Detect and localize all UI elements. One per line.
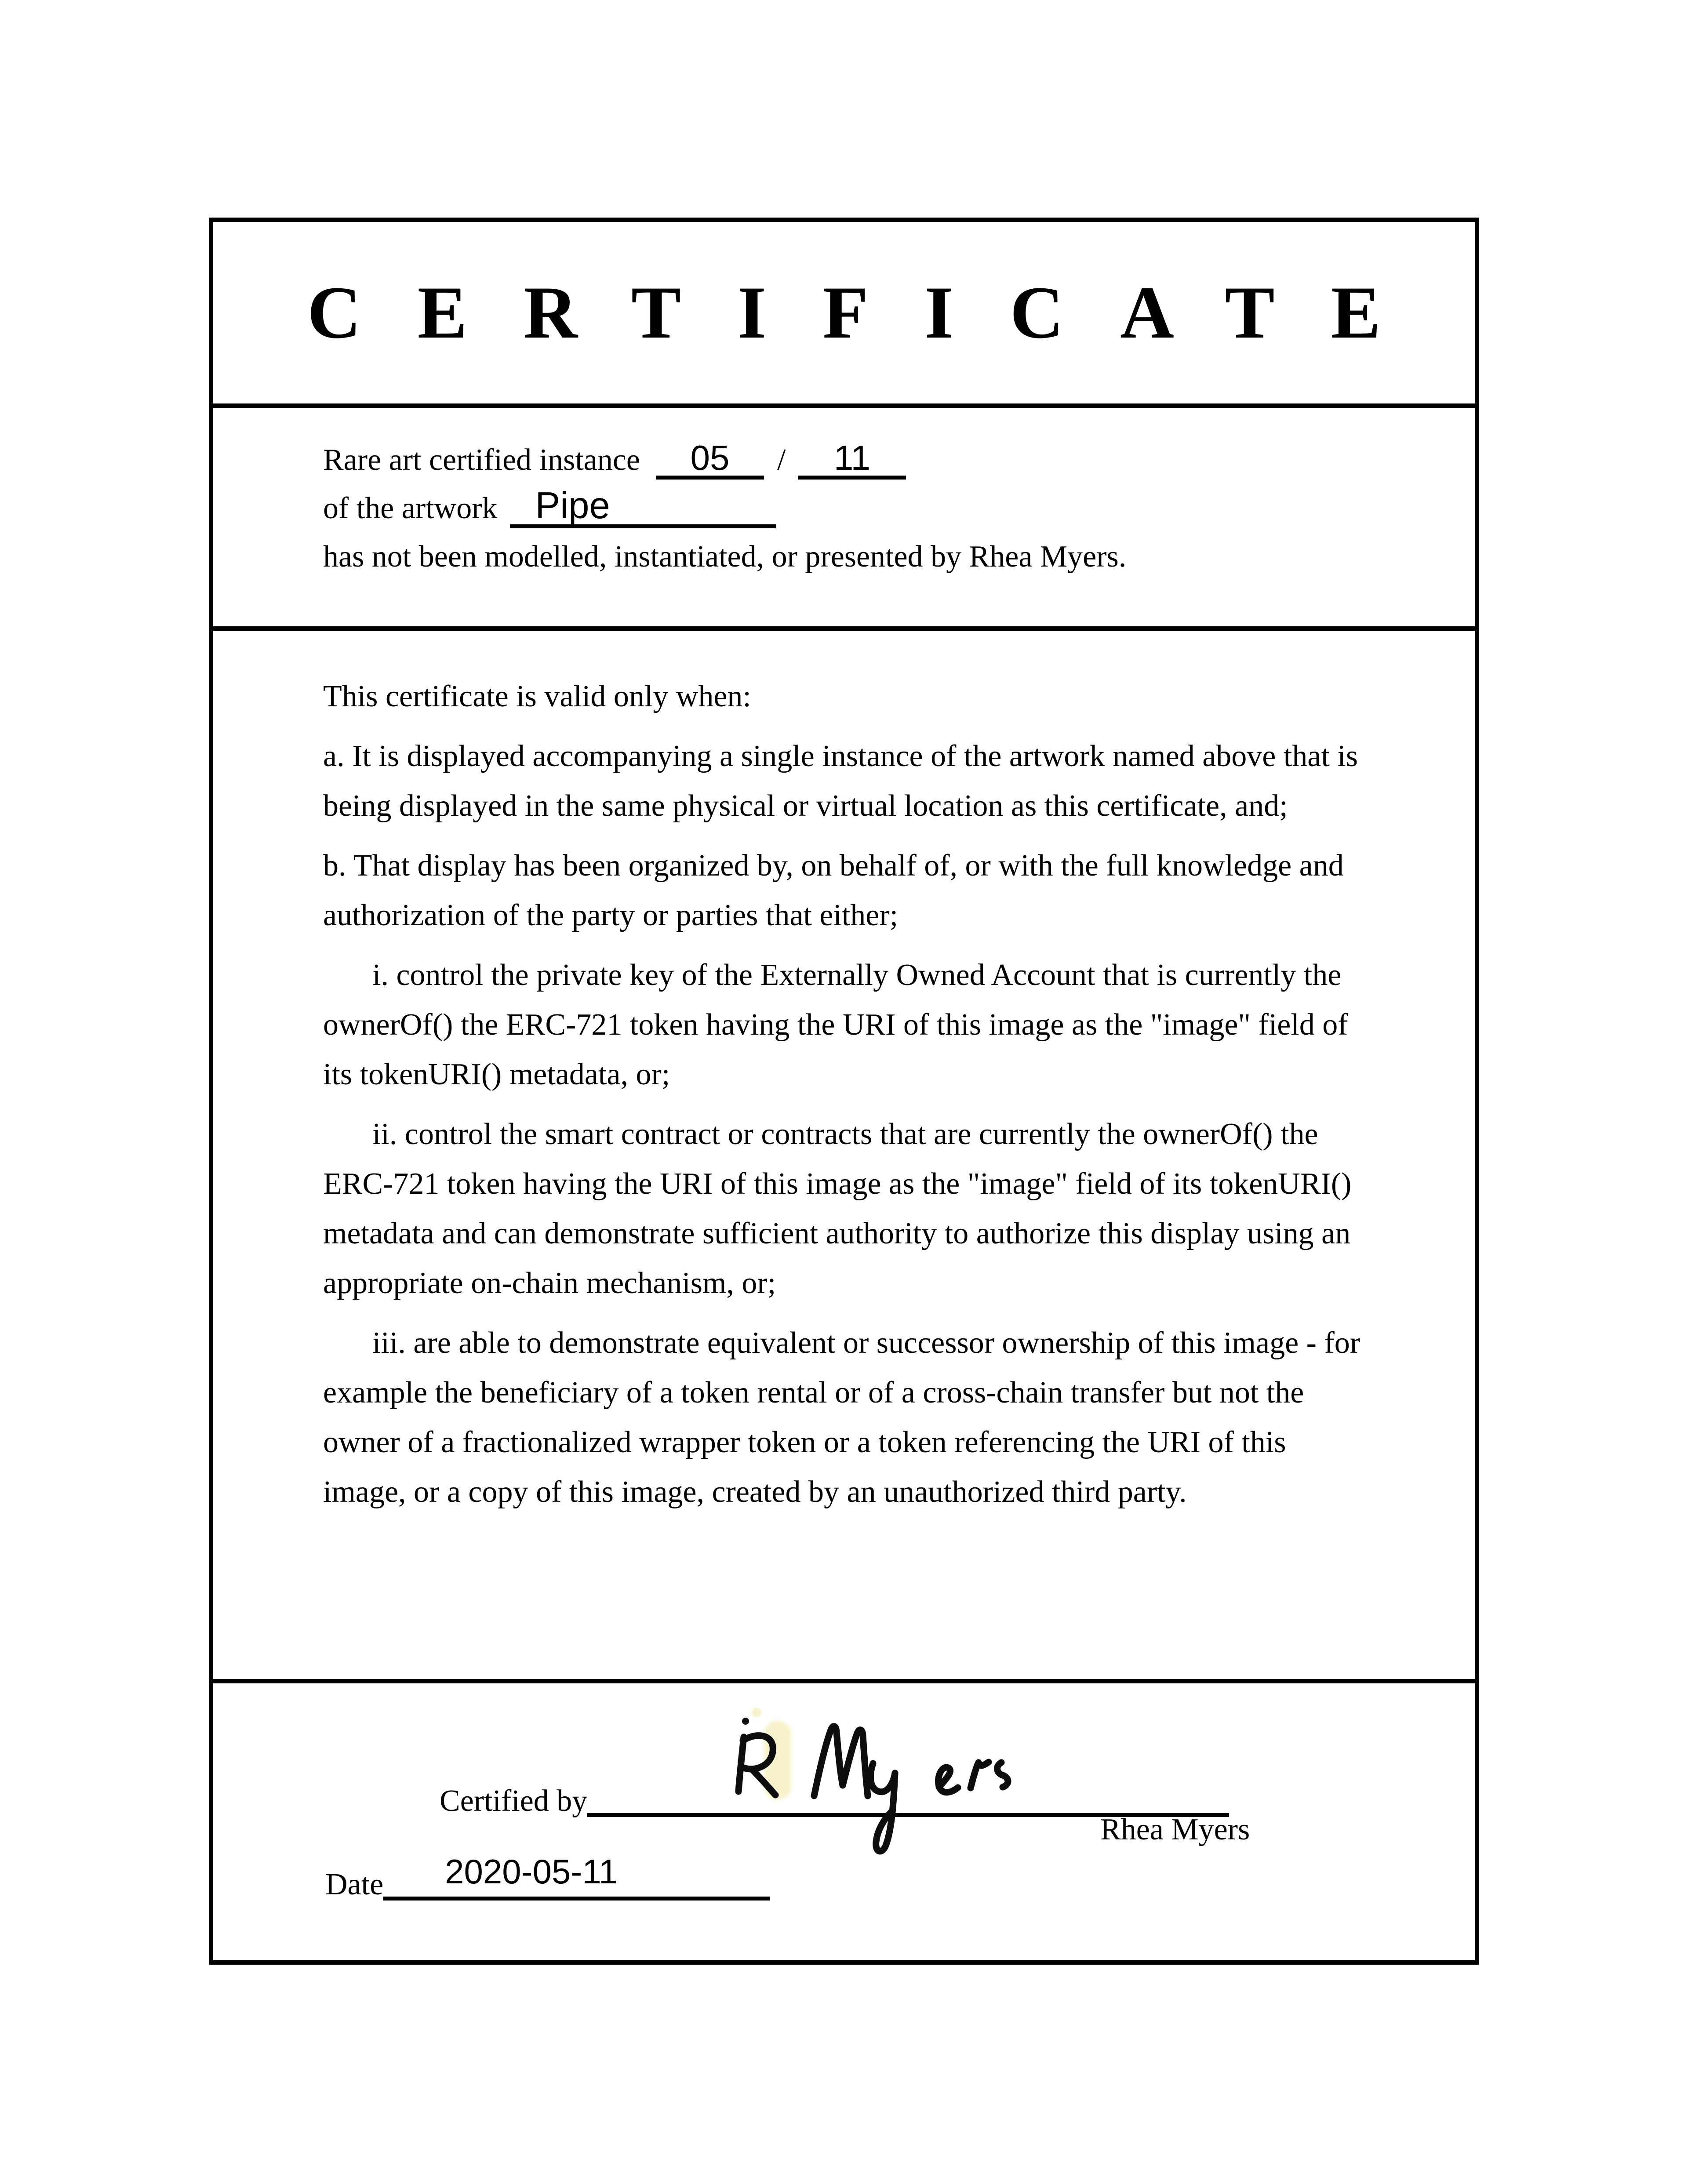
- terms-intro: This certificate is valid only when:: [323, 680, 751, 713]
- statement-section: [213, 408, 1475, 631]
- date-label: Date: [325, 1868, 384, 1901]
- signature-section: [213, 1683, 1475, 1960]
- date-value: 2020-05-11: [445, 1852, 618, 1891]
- signature-drawing: [717, 1701, 1051, 1868]
- terms-clause-a: a. It is displayed accompanying a single instance of the artwork named above that is being displayed in the same physical or virtual location as this certificate, and;: [323, 739, 1358, 823]
- terms-clause-ii: ii. control the smart contract or contracts that are currently the ownerOf() the ERC-721 token having the URI of this image as the "image" field of its tokenURI() metadata and can demonstrate sufficient authority to authorize this display using an appropriate on-chain mechanism, or;: [323, 1117, 1352, 1300]
- certified-by-label: Certified by: [440, 1784, 588, 1818]
- artwork-name-field: Pipe: [510, 487, 776, 528]
- instance-prefix-label: Rare art certified instance: [323, 443, 640, 477]
- terms-clause-iii: iii. are able to demonstrate equivalent or successor ownership of this image - for example the beneficiary of a token rental or of a cross-chain transfer but not the owner of a fractionalized wrapper token or a token referencing the URI of this image, or a copy of this image, created by an unauthorized third party.: [323, 1326, 1361, 1509]
- edition-size-field: 11: [798, 440, 906, 480]
- terms-section: [213, 631, 1475, 1683]
- printed-name: Rhea Myers: [1100, 1813, 1250, 1846]
- certificate-frame: [209, 218, 1479, 1965]
- statement-disclaimer: has not been modelled, instantiated, or presented by Rhea Myers.: [323, 540, 1127, 574]
- instance-separator: /: [777, 443, 786, 477]
- date-row: [325, 1852, 770, 1901]
- certificate-title: CERTIFICATE: [307, 271, 1437, 354]
- title-section: [213, 222, 1475, 408]
- statement-line-instance: [323, 436, 1475, 484]
- terms-clause-b: b. That display has been organized by, on behalf of, or with the full knowledge and authorization of the party or parties that either;: [323, 849, 1344, 932]
- statement-line-artwork: [323, 484, 1475, 533]
- instance-number-field: 05: [656, 440, 764, 480]
- terms-clause-i: i. control the private key of the Externally Owned Account that is currently the ownerOf() the ERC-721 token having the URI of this image as the "image" field of its tokenURI() metadata, or;: [323, 958, 1348, 1091]
- artwork-prefix-label: of the artwork: [323, 491, 498, 525]
- date-line: [383, 1852, 770, 1901]
- signature: [717, 1701, 1051, 1868]
